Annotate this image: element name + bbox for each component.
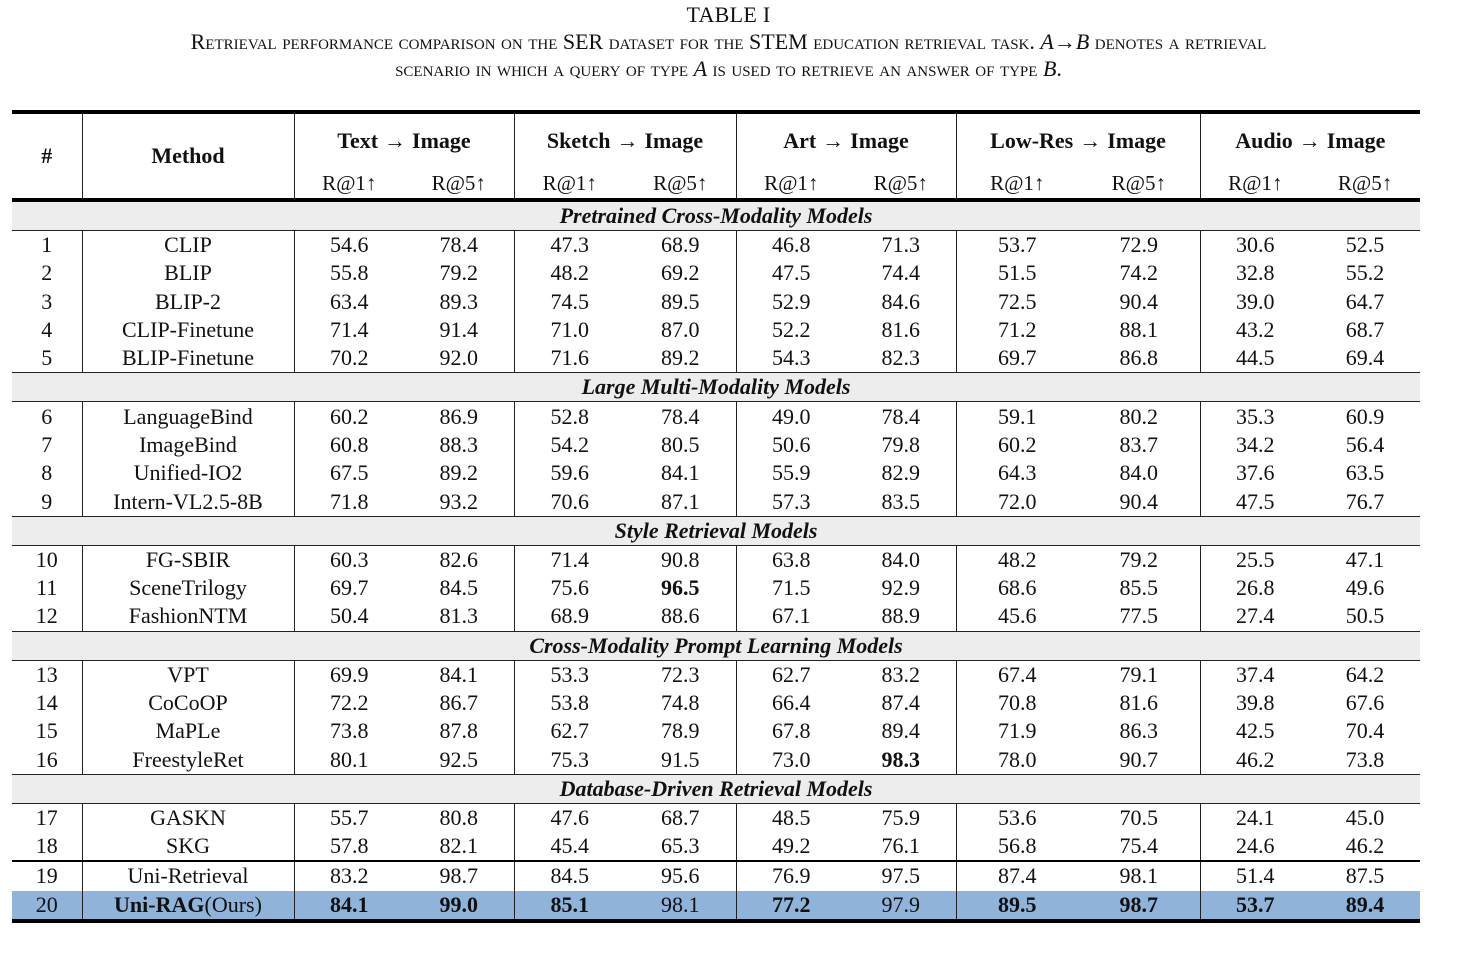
metric-cell: 95.6: [625, 861, 736, 890]
metric-header: R@5↑: [431, 170, 486, 195]
metric-header: R@1↑: [514, 168, 625, 200]
metric-cell: 67.8: [736, 717, 846, 745]
method-name: BLIP: [82, 259, 294, 287]
group-header-text-image: Text → Image: [294, 112, 514, 168]
metric-cell: 70.6: [514, 487, 625, 516]
metric-cell: 92.9: [881, 575, 920, 601]
metric-header: R@1↑: [956, 168, 1078, 200]
metric-cell: 90.8: [661, 546, 700, 572]
table-row: [12, 344, 1420, 373]
row-number: 1: [41, 232, 53, 258]
metric-cell: 90.7: [1119, 746, 1159, 772]
table-row: [12, 459, 1420, 487]
metric-cell: 88.3: [439, 431, 478, 457]
metric-cell: 89.2: [439, 460, 478, 486]
metric-cell: 60.2: [294, 402, 404, 431]
metric-cell: 54.6: [294, 231, 404, 260]
metric-cell: 68.9: [514, 602, 625, 631]
metric-cell: 71.9: [956, 717, 1078, 745]
metric-cell: 74.4: [881, 260, 920, 286]
metric-cell: 54.3: [736, 344, 846, 373]
metric-cell: 43.2: [1200, 316, 1310, 344]
table-row: [12, 402, 1420, 431]
row-number: 5: [41, 345, 53, 371]
metric-cell: 51.4: [1200, 861, 1310, 890]
metric-cell: 98.7: [404, 861, 514, 890]
row-number: 16: [35, 746, 58, 772]
metric-cell: 91.4: [439, 317, 478, 343]
metric-cell: 60.9: [1345, 403, 1385, 429]
metric-cell: 72.9: [1119, 232, 1159, 258]
metric-cell: 98.1: [625, 891, 736, 921]
table-row: [12, 861, 1420, 890]
metric-cell: 45.0: [1345, 804, 1385, 830]
metric-cell: 60.3: [294, 545, 404, 574]
metric-cell: 25.5: [1200, 545, 1310, 574]
metric-cell: 78.9: [661, 718, 700, 744]
metric-cell: 45.6: [956, 602, 1078, 631]
metric-cell: 73.8: [294, 717, 404, 745]
row-number: 6: [41, 403, 53, 429]
metric-cell: 47.6: [514, 803, 625, 832]
metric-cell: 53.6: [956, 803, 1078, 832]
metric-cell: 78.4: [661, 403, 700, 429]
metric-cell: 39.8: [1200, 689, 1310, 717]
metric-cell: 73.0: [736, 745, 846, 774]
metric-cell: 52.5: [1345, 232, 1385, 258]
table-row: [12, 574, 1420, 602]
metric-cell: 86.7: [439, 690, 478, 715]
metric-cell: 63.8: [736, 545, 846, 574]
row-number: 10: [35, 546, 58, 572]
section-header-row: [12, 373, 1420, 402]
metric-cell: 60.2: [956, 431, 1078, 459]
metric-cell: 67.5: [294, 459, 404, 487]
metric-cell: 86.8: [1119, 345, 1159, 371]
metric-cell: 52.9: [736, 288, 846, 316]
row-number: 7: [41, 431, 53, 457]
row-number: 17: [35, 804, 58, 830]
metric-cell: 63.5: [1345, 460, 1385, 486]
metric-header: R@5↑: [1337, 170, 1393, 195]
metric-cell: 98.1: [1078, 861, 1200, 890]
metric-cell: 74.8: [661, 690, 700, 715]
metric-cell: 77.2: [736, 891, 846, 921]
metric-cell: 63.4: [294, 288, 404, 316]
metric-cell: 32.8: [1200, 259, 1310, 287]
metric-cell: 50.5: [1345, 603, 1385, 629]
metric-cell: 75.4: [1119, 833, 1159, 859]
method-name: CLIP-Finetune: [82, 316, 294, 344]
row-number: 2: [41, 260, 53, 286]
metric-cell: 65.3: [661, 833, 700, 859]
metric-cell: 83.5: [881, 488, 920, 514]
metric-cell: 96.5: [661, 575, 700, 601]
method-name: LanguageBind: [82, 402, 294, 431]
metric-cell: 80.8: [439, 804, 478, 830]
row-number: 3: [41, 288, 53, 314]
metric-cell: 84.5: [439, 575, 478, 601]
metric-header: R@1↑: [736, 168, 846, 200]
results-table: [12, 110, 1420, 923]
metric-cell: 72.2: [294, 689, 404, 717]
section-header-row: [12, 516, 1420, 545]
table-row: [12, 803, 1420, 832]
metric-cell: 82.1: [439, 833, 478, 859]
metric-cell: 72.5: [956, 288, 1078, 316]
table-row: [12, 660, 1420, 689]
metric-cell: 89.5: [956, 891, 1078, 921]
metric-cell: 37.4: [1200, 660, 1310, 689]
section-title: Database-Driven Retrieval Models: [12, 774, 1420, 803]
row-number: 11: [36, 575, 58, 601]
method-name: GASKN: [82, 803, 294, 832]
metric-header: R@5↑: [1111, 170, 1166, 195]
metric-cell: 82.6: [439, 546, 478, 572]
metric-cell: 55.2: [1345, 260, 1385, 286]
table-row: [12, 431, 1420, 459]
metric-cell: 84.1: [439, 661, 478, 687]
metric-cell: 84.5: [514, 861, 625, 890]
metric-header: R@1↑: [1200, 168, 1310, 200]
metric-cell: 97.5: [846, 861, 956, 890]
metric-cell: 67.1: [736, 602, 846, 631]
metric-cell: 80.2: [1119, 403, 1159, 429]
metric-cell: 83.7: [1119, 431, 1159, 457]
metric-cell: 99.0: [404, 891, 514, 921]
method-name: Unified-IO2: [82, 459, 294, 487]
metric-cell: 47.1: [1345, 546, 1385, 572]
metric-cell: 66.4: [736, 689, 846, 717]
metric-cell: 52.2: [736, 316, 846, 344]
metric-cell: 85.1: [514, 891, 625, 921]
method-name: SceneTrilogy: [82, 574, 294, 602]
section-title: Cross-Modality Prompt Learning Models: [12, 631, 1420, 660]
metric-cell: 51.5: [956, 259, 1078, 287]
metric-cell: 82.3: [881, 345, 920, 371]
metric-header: R@1↑: [294, 168, 404, 200]
table-row: [12, 891, 1420, 921]
group-header-lowres-image: Low-Res → Image: [956, 112, 1200, 168]
metric-cell: 91.5: [661, 746, 700, 772]
metric-cell: 35.3: [1200, 402, 1310, 431]
metric-cell: 81.6: [1119, 690, 1159, 715]
metric-cell: 87.0: [661, 317, 700, 343]
metric-cell: 49.6: [1345, 575, 1385, 601]
metric-cell: 56.4: [1345, 431, 1385, 457]
method-name: BLIP-2: [82, 288, 294, 316]
metric-cell: 49.2: [736, 832, 846, 861]
metric-cell: 78.0: [956, 745, 1078, 774]
row-number: 9: [41, 488, 53, 514]
section-title: Large Multi-Modality Models: [12, 373, 1420, 402]
metric-cell: 88.9: [881, 603, 920, 629]
method-name: [82, 891, 294, 921]
metric-cell: 53.8: [514, 689, 625, 717]
method-name: BLIP-Finetune: [82, 344, 294, 373]
method-name: FashionNTM: [82, 602, 294, 631]
row-number: 13: [35, 661, 58, 687]
metric-cell: 97.9: [846, 891, 956, 921]
method-name: FG-SBIR: [82, 545, 294, 574]
metric-cell: 54.2: [514, 431, 625, 459]
metric-cell: 81.6: [881, 317, 920, 343]
section-header-row: [12, 200, 1420, 231]
table-row: [12, 259, 1420, 287]
metric-header: R@5↑: [873, 170, 928, 195]
metric-cell: 50.4: [294, 602, 404, 631]
metric-cell: 76.9: [736, 861, 846, 890]
metric-cell: 82.9: [881, 460, 920, 486]
metric-cell: 80.5: [661, 431, 700, 457]
metric-cell: 84.0: [1119, 460, 1159, 486]
metric-cell: 73.8: [1345, 746, 1385, 772]
method-suffix: (Ours): [204, 891, 262, 917]
metric-cell: 79.2: [439, 260, 478, 286]
metric-cell: 67.6: [1345, 690, 1385, 715]
metric-cell: 55.8: [294, 259, 404, 287]
metric-cell: 74.2: [1119, 260, 1159, 286]
metric-cell: 89.3: [439, 288, 478, 314]
table-row: [12, 316, 1420, 344]
metric-cell: 55.7: [294, 803, 404, 832]
metric-cell: 90.4: [1119, 288, 1159, 314]
metric-cell: 71.4: [294, 316, 404, 344]
metric-cell: 83.2: [881, 661, 920, 687]
metric-cell: 86.9: [439, 403, 478, 429]
row-number: 15: [35, 718, 58, 744]
metric-cell: 87.5: [1310, 861, 1420, 890]
method-name: VPT: [82, 660, 294, 689]
metric-cell: 64.2: [1345, 661, 1385, 687]
metric-cell: 47.5: [736, 259, 846, 287]
metric-cell: 93.2: [439, 488, 478, 514]
metric-cell: 62.7: [514, 717, 625, 745]
metric-cell: 92.5: [439, 746, 478, 772]
metric-cell: 90.4: [1119, 488, 1159, 514]
metric-cell: 46.2: [1345, 833, 1385, 859]
metric-cell: 27.4: [1200, 602, 1310, 631]
section-header-row: [12, 631, 1420, 660]
metric-cell: 69.7: [956, 344, 1078, 373]
metric-cell: 84.6: [881, 288, 920, 314]
method-name: Uni-Retrieval: [82, 861, 294, 890]
metric-cell: 57.8: [294, 832, 404, 861]
metric-cell: 70.4: [1345, 718, 1385, 744]
row-number: 4: [41, 317, 53, 343]
metric-cell: 84.1: [661, 460, 700, 486]
metric-cell: 89.4: [881, 718, 920, 744]
metric-cell: 71.5: [736, 574, 846, 602]
metric-cell: 64.7: [1345, 288, 1385, 314]
metric-cell: 80.1: [294, 745, 404, 774]
metric-cell: 70.8: [956, 689, 1078, 717]
metric-cell: 34.2: [1200, 431, 1310, 459]
section-header-row: [12, 774, 1420, 803]
metric-cell: 79.8: [881, 431, 920, 457]
metric-cell: 57.3: [736, 487, 846, 516]
metric-cell: 44.5: [1200, 344, 1310, 373]
caption-line-2: scenario in which a query of type A is used to retrieve an answer of type B.: [395, 56, 1062, 81]
metric-cell: 70.2: [294, 344, 404, 373]
metric-cell: 75.3: [514, 745, 625, 774]
metric-cell: 86.3: [1119, 718, 1159, 744]
metric-cell: 55.9: [736, 459, 846, 487]
metric-cell: 85.5: [1119, 575, 1159, 601]
metric-cell: 76.7: [1345, 488, 1385, 514]
metric-cell: 46.8: [736, 231, 846, 260]
metric-cell: 46.2: [1200, 745, 1310, 774]
method-name-bold: Uni-RAG: [114, 891, 205, 917]
metric-cell: 42.5: [1200, 717, 1310, 745]
metric-cell: 68.7: [661, 804, 700, 830]
metric-cell: 84.1: [294, 891, 404, 921]
metric-cell: 76.1: [881, 833, 920, 859]
metric-cell: 81.3: [439, 603, 478, 629]
metric-cell: 70.5: [1119, 804, 1159, 830]
table-row: [12, 745, 1420, 774]
row-number: 19: [12, 861, 82, 890]
metric-cell: 78.4: [881, 403, 920, 429]
metric-cell: 59.1: [956, 402, 1078, 431]
metric-cell: 26.8: [1200, 574, 1310, 602]
metric-cell: 71.6: [514, 344, 625, 373]
method-name: SKG: [82, 832, 294, 861]
table-row: [12, 832, 1420, 861]
metric-cell: 53.7: [956, 231, 1078, 260]
metric-cell: 49.0: [736, 402, 846, 431]
method-name: CoCoOP: [82, 689, 294, 717]
metric-cell: 88.6: [661, 603, 700, 629]
metric-cell: 47.5: [1200, 487, 1310, 516]
group-header-art-image: Art → Image: [736, 112, 956, 168]
metric-cell: 30.6: [1200, 231, 1310, 260]
metric-cell: 89.2: [661, 345, 700, 371]
metric-cell: 77.5: [1119, 603, 1159, 629]
metric-cell: 45.4: [514, 832, 625, 861]
metric-cell: 88.1: [1119, 317, 1159, 343]
metric-cell: 48.2: [956, 545, 1078, 574]
metric-cell: 39.0: [1200, 288, 1310, 316]
metric-cell: 83.2: [294, 861, 404, 890]
metric-cell: 69.9: [294, 660, 404, 689]
metric-cell: 75.9: [881, 804, 920, 830]
table-row: [12, 545, 1420, 574]
table-row: [12, 487, 1420, 516]
row-number: 12: [35, 603, 58, 629]
table-row: [12, 689, 1420, 717]
metric-cell: 24.1: [1200, 803, 1310, 832]
metric-cell: 37.6: [1200, 459, 1310, 487]
metric-header: R@5↑: [653, 170, 708, 195]
metric-cell: 87.4: [956, 861, 1078, 890]
caption-line-1: Retrieval performance comparison on the SER dataset for the STEM education retrieval task. A→B denotes a retrieval: [190, 29, 1267, 54]
method-name: CLIP: [82, 231, 294, 260]
metric-cell: 71.8: [294, 487, 404, 516]
metric-cell: 67.4: [956, 660, 1078, 689]
metric-cell: 87.8: [439, 718, 478, 744]
metric-cell: 84.0: [881, 546, 920, 572]
method-name: MaPLe: [82, 717, 294, 745]
table-row: [12, 231, 1420, 260]
section-title: Style Retrieval Models: [12, 516, 1420, 545]
metric-cell: 69.4: [1345, 345, 1385, 371]
metric-cell: 68.6: [956, 574, 1078, 602]
metric-cell: 53.3: [514, 660, 625, 689]
metric-cell: 68.9: [661, 232, 700, 258]
metric-cell: 71.3: [881, 232, 920, 258]
group-header-audio-image: Audio → Image: [1200, 112, 1420, 168]
metric-cell: 92.0: [439, 345, 478, 371]
method-name: Intern-VL2.5-8B: [82, 487, 294, 516]
metric-cell: 68.7: [1345, 317, 1385, 343]
metric-cell: 78.4: [439, 232, 478, 258]
metric-cell: 60.8: [294, 431, 404, 459]
metric-cell: 52.8: [514, 402, 625, 431]
metric-cell: 48.2: [514, 259, 625, 287]
group-header-sketch-image: Sketch → Image: [514, 112, 736, 168]
table-row: [12, 717, 1420, 745]
metric-cell: 71.2: [956, 316, 1078, 344]
table-row: [12, 602, 1420, 631]
row-number: 18: [35, 833, 58, 859]
metric-cell: 74.5: [514, 288, 625, 316]
metric-cell: 75.6: [514, 574, 625, 602]
col-header-num: #: [12, 112, 82, 200]
table-title: TABLE I: [686, 2, 771, 27]
metric-cell: 79.2: [1119, 546, 1159, 572]
metric-cell: 47.3: [514, 231, 625, 260]
col-header-method: Method: [82, 112, 294, 200]
section-title: Pretrained Cross-Modality Models: [12, 200, 1420, 231]
metric-cell: 50.6: [736, 431, 846, 459]
metric-cell: 71.4: [514, 545, 625, 574]
metric-cell: 24.6: [1200, 832, 1310, 861]
metric-cell: 48.5: [736, 803, 846, 832]
row-number: 20: [12, 891, 82, 921]
method-name: FreestyleRet: [82, 745, 294, 774]
metric-cell: 98.7: [1078, 891, 1200, 921]
table-body: [12, 200, 1420, 921]
metric-cell: 64.3: [956, 459, 1078, 487]
metric-cell: 87.1: [661, 488, 700, 514]
metric-cell: 71.0: [514, 316, 625, 344]
metric-cell: 79.1: [1119, 661, 1159, 687]
metric-cell: 72.0: [956, 487, 1078, 516]
metric-cell: 72.3: [661, 661, 700, 687]
metric-cell: 59.6: [514, 459, 625, 487]
metric-cell: 98.3: [881, 746, 920, 772]
row-number: 8: [41, 460, 53, 486]
table-row: [12, 288, 1420, 316]
method-name: ImageBind: [82, 431, 294, 459]
metric-cell: 62.7: [736, 660, 846, 689]
metric-cell: 89.5: [661, 288, 700, 314]
row-number: 14: [35, 690, 58, 715]
metric-cell: 87.4: [881, 690, 920, 715]
metric-cell: 89.4: [1310, 891, 1420, 921]
metric-cell: 69.7: [294, 574, 404, 602]
metric-cell: 69.2: [661, 260, 700, 286]
metric-cell: 56.8: [956, 832, 1078, 861]
metric-cell: 53.7: [1200, 891, 1310, 921]
